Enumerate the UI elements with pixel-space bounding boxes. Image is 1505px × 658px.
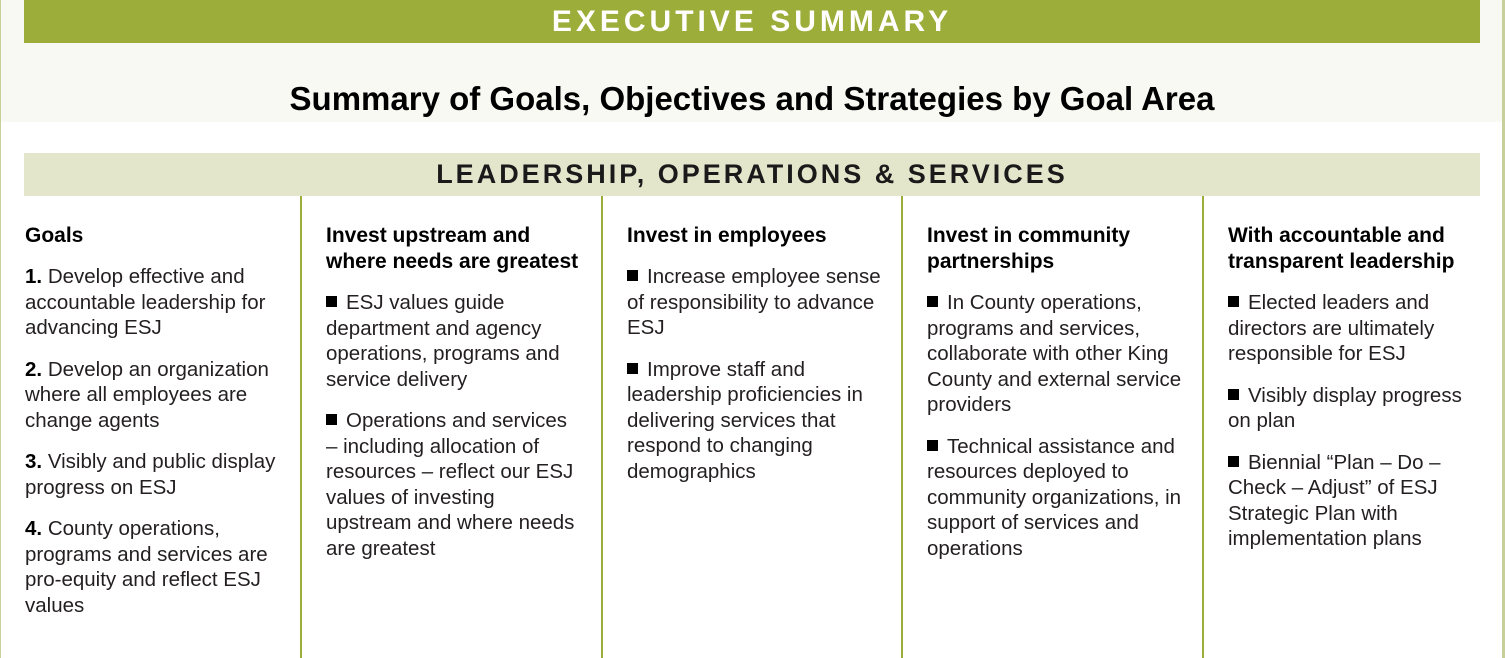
goal-number: 2. bbox=[25, 357, 43, 381]
column-heading: With accountable and transparent leadership bbox=[1228, 224, 1455, 273]
column-heading: Invest in community partnerships bbox=[927, 224, 1131, 273]
strategy-item bbox=[326, 408, 583, 561]
page-title: Summary of Goals, Objectives and Strategies by Goal Area bbox=[289, 80, 1215, 117]
bullet-square-icon bbox=[1228, 456, 1239, 467]
strategy-text: Increase employee sense of responsibility to advance ESJ bbox=[627, 265, 881, 339]
strategy-item bbox=[627, 357, 883, 485]
accountable-leadership-column bbox=[1202, 196, 1480, 658]
page-frame-left bbox=[0, 0, 1, 658]
column-heading: Invest in employees bbox=[627, 224, 827, 247]
column-heading: Invest upstream and where needs are greatest bbox=[326, 224, 579, 273]
goal-item bbox=[25, 357, 288, 434]
bullet-square-icon bbox=[927, 440, 938, 451]
goal-area-columns bbox=[24, 196, 1480, 658]
strategy-text: Operations and services – including allocation of resources – reflect our ESJ values of investing upstream and where needs are greatest bbox=[326, 409, 575, 560]
goal-number: 3. bbox=[25, 450, 43, 473]
invest-upstream-column bbox=[300, 196, 601, 658]
bullet-square-icon bbox=[1228, 296, 1239, 307]
invest-community-column bbox=[901, 196, 1202, 658]
goal-text: County operations, programs and services are pro-equity and reflect ESJ values bbox=[25, 517, 268, 617]
strategy-text: ESJ values guide department and agency operations, programs and service delivery bbox=[326, 291, 560, 391]
strategy-item bbox=[627, 264, 883, 341]
goal-text: Visibly and public display progress on ESJ bbox=[25, 450, 276, 499]
invest-employees-column bbox=[601, 196, 901, 658]
goal-text: Develop effective and accountable leadership for advancing ESJ bbox=[25, 265, 266, 339]
strategy-item bbox=[1228, 383, 1470, 434]
goal-number: 4. bbox=[25, 517, 43, 540]
strategy-item bbox=[326, 290, 583, 392]
strategy-item bbox=[1228, 450, 1470, 552]
goals-column bbox=[24, 196, 300, 658]
goal-item bbox=[25, 516, 288, 618]
goal-item bbox=[25, 264, 288, 341]
strategy-text: Visibly display progress on plan bbox=[1228, 383, 1462, 432]
column-heading: Goals bbox=[25, 224, 84, 247]
strategy-text: In County operations, programs and services, collaborate with other King County and external service providers bbox=[927, 291, 1182, 416]
bullet-square-icon bbox=[627, 363, 638, 374]
goal-text: Develop an organization where all employees are change agents bbox=[25, 357, 269, 432]
strategy-text: Technical assistance and resources deployed to community organizations, in support of services and operations bbox=[927, 434, 1182, 560]
strategy-text: Elected leaders and directors are ultimately responsible for ESJ bbox=[1228, 291, 1435, 365]
strategy-text: Biennial “Plan – Do – Check – Adjust” of ESJ Strategic Plan with implementation plans bbox=[1228, 450, 1441, 550]
strategy-text: Improve staff and leadership proficiencies in delivering services that respond to changing demographics bbox=[627, 357, 863, 483]
goal-number: 1. bbox=[25, 265, 43, 288]
section-heading: LEADERSHIP, OPERATIONS & SERVICES bbox=[24, 153, 1480, 196]
bullet-square-icon bbox=[627, 270, 638, 281]
strategy-item bbox=[927, 434, 1184, 562]
goal-item bbox=[25, 449, 288, 500]
bullet-square-icon bbox=[1228, 389, 1239, 400]
strategy-item bbox=[927, 290, 1184, 418]
bullet-square-icon bbox=[927, 296, 938, 307]
strategy-item bbox=[1228, 290, 1470, 367]
executive-summary-banner: EXECUTIVE SUMMARY bbox=[24, 0, 1480, 43]
bullet-square-icon bbox=[326, 414, 337, 425]
bullet-square-icon bbox=[326, 296, 337, 307]
